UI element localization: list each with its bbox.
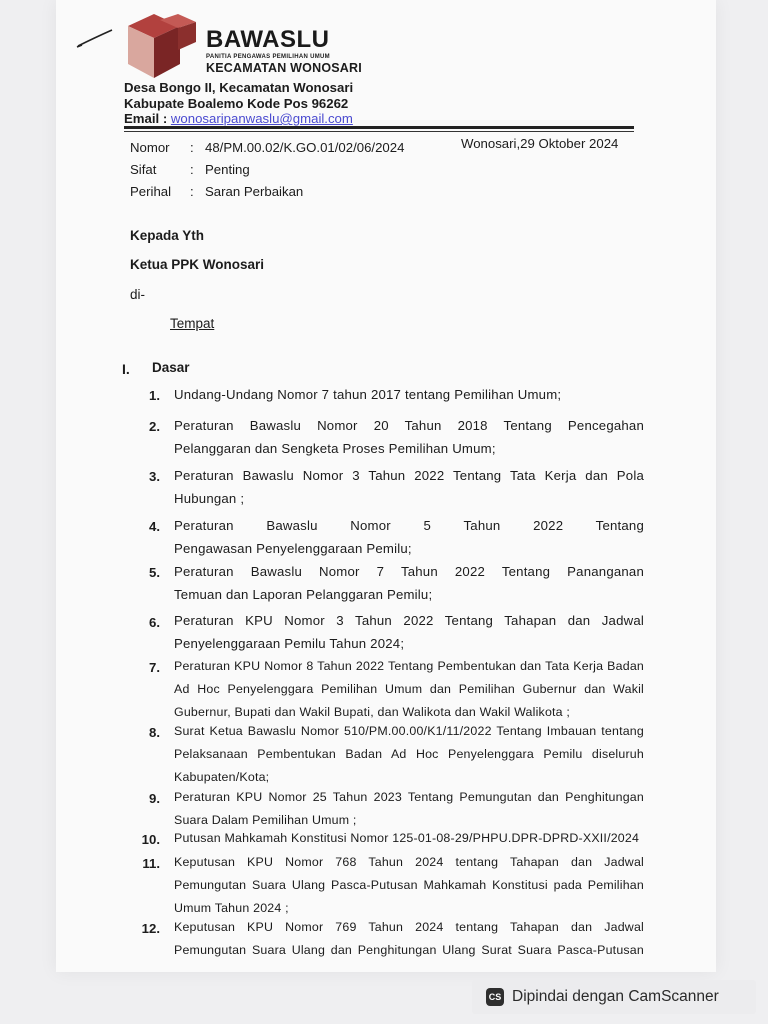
meta-value: Penting xyxy=(205,162,250,177)
list-item-line: Gubernur, Bupati dan Wakil Bupati, dan Walikota dan Wakil Walikota ; xyxy=(174,705,571,719)
email-line xyxy=(124,111,353,127)
list-item-line: Temuan dan Laporan Pelanggaran Pemilu; xyxy=(174,587,433,602)
meta-perihal xyxy=(130,184,303,199)
list-item-line: Suara Dalam Pemilihan Umum ; xyxy=(174,813,357,827)
recipient-place: Tempat xyxy=(170,316,215,331)
section-number: I. xyxy=(122,361,130,377)
list-item-line: Penyelenggaraan Pemilu Tahun 2024; xyxy=(174,636,405,651)
address-line-1: Desa Bongo II, Kecamatan Wonosari xyxy=(124,80,354,95)
list-item-line: Peraturan Bawaslu Nomor 5 Tahun 2022 Tentang xyxy=(174,518,644,533)
list-item xyxy=(174,851,644,920)
letterhead-brand xyxy=(206,28,362,75)
letterhead-rule-thick xyxy=(124,126,634,129)
list-item-line: Hubungan ; xyxy=(174,491,245,506)
meta-separator: : xyxy=(190,184,194,199)
list-item-number: 12. xyxy=(141,921,160,936)
section-title: Dasar xyxy=(152,360,190,375)
list-item-number: 8. xyxy=(149,725,160,740)
list-item xyxy=(174,383,644,406)
list-item-line: Umum Tahun 2024 ; xyxy=(174,901,289,915)
brand-subtitle: PANITIA PENGAWAS PEMILIHAN UMUM xyxy=(206,54,330,60)
email-link[interactable]: wonosaripanwaslu@gmail.com xyxy=(170,111,353,126)
meta-separator: : xyxy=(190,140,194,155)
recipient-salutation: Kepada Yth xyxy=(130,228,205,243)
camscanner-icon: CS xyxy=(486,988,504,1006)
recipient-di: di- xyxy=(130,287,146,302)
camscanner-badge xyxy=(472,980,756,1014)
list-item-number: 6. xyxy=(149,615,160,630)
list-item-line: Pelaksanaan Pembentukan Badan Ad Hoc Penyelenggara Pemilu diseluruh xyxy=(174,747,644,761)
list-item xyxy=(174,560,644,606)
list-item-number: 9. xyxy=(149,791,160,806)
list-item xyxy=(174,786,644,832)
list-item-number: 4. xyxy=(149,519,160,534)
list-item xyxy=(174,464,644,510)
pen-mark-icon xyxy=(76,28,116,50)
list-item xyxy=(174,916,644,962)
meta-value: 48/PM.00.02/K.GO.01/02/06/2024 xyxy=(205,140,405,155)
list-item-line: Kabupaten/Kota; xyxy=(174,770,270,784)
list-item-number: 1. xyxy=(149,388,160,403)
brand-unit: KECAMATAN WONOSARI xyxy=(206,61,362,75)
list-item xyxy=(174,655,644,724)
list-item-number: 2. xyxy=(149,419,160,434)
meta-value: Saran Perbaikan xyxy=(205,184,304,199)
list-item xyxy=(174,414,644,460)
list-item-line: Putusan Mahkamah Konstitusi Nomor 125-01-08-29/PHPU.DPR-DPRD-XXII/2024 xyxy=(174,831,640,845)
meta-label: Nomor xyxy=(130,140,170,155)
list-item-line: Pemungutan Suara Ulang dan Penghitungan Ulang Surat Suara Pasca-Putusan xyxy=(174,943,644,957)
meta-nomor xyxy=(130,140,404,155)
meta-label: Perihal xyxy=(130,184,172,199)
list-item-line: Undang-Undang Nomor 7 tahun 2017 tentang Pemilihan Umum; xyxy=(174,387,562,402)
list-item-line: Surat Ketua Bawaslu Nomor 510/PM.00.00/K1/11/2022 Tentang Imbauan tentang xyxy=(174,724,644,738)
list-item-number: 7. xyxy=(149,660,160,675)
letterhead-rule-thin xyxy=(124,131,634,132)
list-item xyxy=(174,609,644,655)
list-item-line: Peraturan Bawaslu Nomor 20 Tahun 2018 Tentang Pencegahan xyxy=(174,418,644,433)
list-item-number: 3. xyxy=(149,469,160,484)
camscanner-label: Dipindai dengan CamScanner xyxy=(512,988,719,1005)
bawaslu-logo-icon xyxy=(120,12,200,82)
place-date: Wonosari,29 Oktober 2024 xyxy=(461,136,619,151)
list-item-line: Pelanggaran dan Sengketa Proses Pemilihan Umum; xyxy=(174,441,496,456)
list-item-line: Peraturan Bawaslu Nomor 7 Tahun 2022 Tentang Pananganan xyxy=(174,564,644,579)
meta-label: Sifat xyxy=(130,162,157,177)
list-item xyxy=(174,720,644,789)
list-item-line: Peraturan KPU Nomor 8 Tahun 2022 Tentang Pembentukan dan Tata Kerja Badan xyxy=(174,659,644,673)
list-item-number: 11. xyxy=(142,856,160,871)
meta-separator: : xyxy=(190,162,194,177)
list-item-line: Pemungutan Suara Ulang Pasca-Putusan Mahkamah Konstitusi pada Pemilihan xyxy=(174,878,644,892)
list-item-number: 5. xyxy=(149,565,160,580)
email-label: Email : xyxy=(124,111,171,126)
list-item-line: Peraturan KPU Nomor 3 Tahun 2022 Tentang Tahapan dan Jadwal xyxy=(174,613,644,628)
list-item-line: Pengawasan Penyelenggaraan Pemilu; xyxy=(174,541,412,556)
meta-sifat xyxy=(130,162,250,177)
list-item xyxy=(174,827,644,850)
list-item-line: Keputusan KPU Nomor 769 Tahun 2024 tentang Tahapan dan Jadwal xyxy=(174,920,644,934)
list-item-line: Peraturan Bawaslu Nomor 3 Tahun 2022 Tentang Tata Kerja dan Pola xyxy=(174,468,644,483)
list-item-line: Ad Hoc Penyelenggara Pemilihan Umum dan Pemilihan Gubernur dan Wakil xyxy=(174,682,644,696)
list-item-line: Keputusan KPU Nomor 768 Tahun 2024 tentang Tahapan dan Jadwal xyxy=(174,855,644,869)
letterhead-address xyxy=(124,80,353,127)
address-line-2: Kabupate Boalemo Kode Pos 96262 xyxy=(124,95,349,111)
recipient-name: Ketua PPK Wonosari xyxy=(130,257,265,272)
list-item-number: 10. xyxy=(141,832,160,847)
brand-name: BAWASLU xyxy=(206,26,330,53)
list-item-line: Peraturan KPU Nomor 25 Tahun 2023 Tentang Pemungutan dan Penghitungan xyxy=(174,790,644,804)
list-item xyxy=(174,514,644,560)
